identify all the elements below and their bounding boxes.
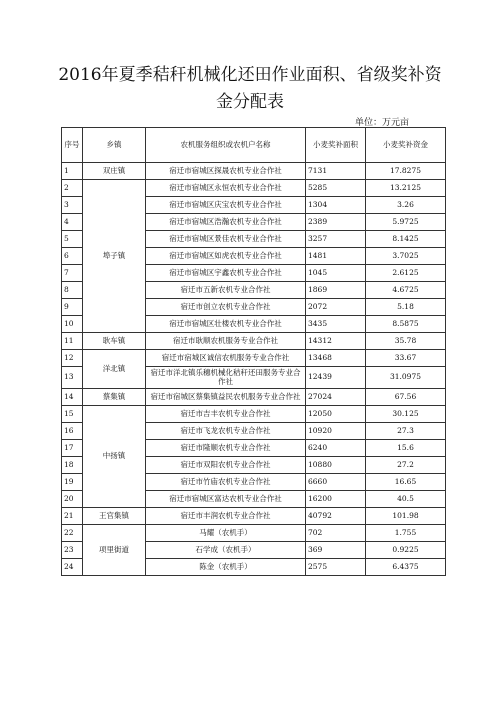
subsidy-area: 10920 bbox=[306, 423, 366, 440]
org-name: 宿迁市宿城区庆宝农机专业合作社 bbox=[146, 197, 306, 214]
org-name: 宿迁市洋北镇乐穗机械化秸秆还田服务专业合作社 bbox=[146, 367, 306, 389]
subsidy-area: 1869 bbox=[306, 282, 366, 299]
subsidy-area: 702 bbox=[306, 525, 366, 542]
table-row bbox=[62, 350, 446, 367]
subsidy-amount: 5.18 bbox=[366, 299, 446, 316]
subsidy-amount: 101.98 bbox=[366, 508, 446, 525]
row-number: 13 bbox=[62, 367, 83, 389]
subsidy-amount: 0.9225 bbox=[366, 542, 446, 559]
org-name: 石学成（农机手） bbox=[146, 542, 306, 559]
row-number: 20 bbox=[62, 491, 83, 508]
title-line-1: 2016年夏季秸秆机械化还田作业面积、省级奖补资 bbox=[58, 65, 442, 85]
subsidy-amount: 2.6125 bbox=[366, 265, 446, 282]
subsidy-amount: 3.7025 bbox=[366, 248, 446, 265]
org-name: 宿迁市宿城区富达农机专业合作社 bbox=[146, 491, 306, 508]
row-number: 12 bbox=[62, 350, 83, 367]
org-name: 宿迁市耿顺农机服务专业合作社 bbox=[146, 333, 306, 350]
subsidy-area: 2575 bbox=[306, 559, 366, 576]
subsidy-area: 369 bbox=[306, 542, 366, 559]
town-cell: 埠子镇 bbox=[83, 180, 146, 333]
subsidy-area: 5285 bbox=[306, 180, 366, 197]
subsidy-amount: 27.2 bbox=[366, 457, 446, 474]
row-number: 7 bbox=[62, 265, 83, 282]
subsidy-area: 27024 bbox=[306, 389, 366, 406]
org-name: 宿迁市吉丰农机专业合作社 bbox=[146, 406, 306, 423]
subsidy-amount: 35.78 bbox=[366, 333, 446, 350]
unit-label: 单位：万元亩 bbox=[355, 118, 410, 128]
subsidy-area: 6240 bbox=[306, 440, 366, 457]
town-cell: 洋北镇 bbox=[83, 350, 146, 389]
subsidy-amount: 4.6725 bbox=[366, 282, 446, 299]
row-number: 5 bbox=[62, 231, 83, 248]
org-name: 宿迁市丰润农机专业合作社 bbox=[146, 508, 306, 525]
header-area: 小麦奖补面积 bbox=[306, 128, 366, 163]
table-row bbox=[62, 389, 446, 406]
row-number: 16 bbox=[62, 423, 83, 440]
org-name: 宿迁市宿城区宇鑫农机专业合作社 bbox=[146, 265, 306, 282]
subsidy-amount: 1.755 bbox=[366, 525, 446, 542]
town-cell: 蔡集镇 bbox=[83, 389, 146, 406]
org-name: 宿迁市宿城区诚信农机服务专业合作社 bbox=[146, 350, 306, 367]
row-number: 1 bbox=[62, 163, 83, 180]
table-row bbox=[62, 525, 446, 542]
table-row bbox=[62, 508, 446, 525]
org-name: 宿迁市双阳农机专业合作社 bbox=[146, 457, 306, 474]
org-name: 宿迁市宿城区蔡集镇益民农机服务专业合作社 bbox=[146, 389, 306, 406]
org-name: 陈金（农机手） bbox=[146, 559, 306, 576]
table-row bbox=[62, 163, 446, 180]
subsidy-amount: 27.3 bbox=[366, 423, 446, 440]
subsidy-area: 2072 bbox=[306, 299, 366, 316]
subsidy-amount: 31.0975 bbox=[366, 367, 446, 389]
table-row bbox=[62, 180, 446, 197]
row-number: 21 bbox=[62, 508, 83, 525]
subsidy-area: 10880 bbox=[306, 457, 366, 474]
subsidy-amount: 8.1425 bbox=[366, 231, 446, 248]
table-body bbox=[62, 163, 446, 576]
document-title bbox=[0, 62, 500, 116]
header-amount: 小麦奖补资金 bbox=[366, 128, 446, 163]
subsidy-area: 3435 bbox=[306, 316, 366, 333]
org-name: 宿迁市隆顺农机专业合作社 bbox=[146, 440, 306, 457]
subsidy-amount: 6.4375 bbox=[366, 559, 446, 576]
subsidy-area: 1045 bbox=[306, 265, 366, 282]
org-name: 宿迁市宿城区壮楼农机专业合作社 bbox=[146, 316, 306, 333]
town-cell: 王官集镇 bbox=[83, 508, 146, 525]
subsidy-amount: 5.9725 bbox=[366, 214, 446, 231]
allocation-table bbox=[61, 127, 446, 576]
subsidy-amount: 17.8275 bbox=[366, 163, 446, 180]
subsidy-area: 16200 bbox=[306, 491, 366, 508]
subsidy-area: 7131 bbox=[306, 163, 366, 180]
subsidy-area: 14312 bbox=[306, 333, 366, 350]
row-number: 22 bbox=[62, 525, 83, 542]
town-cell: 项里街道 bbox=[83, 525, 146, 576]
subsidy-amount: 8.5875 bbox=[366, 316, 446, 333]
row-number: 19 bbox=[62, 474, 83, 491]
row-number: 14 bbox=[62, 389, 83, 406]
subsidy-amount: 15.6 bbox=[366, 440, 446, 457]
subsidy-amount: 33.67 bbox=[366, 350, 446, 367]
subsidy-amount: 40.5 bbox=[366, 491, 446, 508]
header-town: 乡镇 bbox=[83, 128, 146, 163]
subsidy-amount: 13.2125 bbox=[366, 180, 446, 197]
row-number: 24 bbox=[62, 559, 83, 576]
subsidy-area: 1481 bbox=[306, 248, 366, 265]
row-number: 9 bbox=[62, 299, 83, 316]
subsidy-amount: 3.26 bbox=[366, 197, 446, 214]
title-line-2: 金分配表 bbox=[216, 92, 284, 112]
subsidy-area: 2389 bbox=[306, 214, 366, 231]
row-number: 17 bbox=[62, 440, 83, 457]
subsidy-area: 12050 bbox=[306, 406, 366, 423]
org-name: 马耀（农机手） bbox=[146, 525, 306, 542]
subsidy-area: 13468 bbox=[306, 350, 366, 367]
org-name: 宿迁市创立农机专业合作社 bbox=[146, 299, 306, 316]
subsidy-area: 3257 bbox=[306, 231, 366, 248]
table-row bbox=[62, 406, 446, 423]
org-name: 宿迁市竹庙农机专业合作社 bbox=[146, 474, 306, 491]
org-name: 宿迁市五新农机专业合作社 bbox=[146, 282, 306, 299]
subsidy-area: 12439 bbox=[306, 367, 366, 389]
org-name: 宿迁市宿城区如虎农机专业合作社 bbox=[146, 248, 306, 265]
org-name: 宿迁市飞龙农机专业合作社 bbox=[146, 423, 306, 440]
row-number: 23 bbox=[62, 542, 83, 559]
row-number: 18 bbox=[62, 457, 83, 474]
org-name: 宿迁市宿城区景佳农机专业合作社 bbox=[146, 231, 306, 248]
org-name: 宿迁市宿城区永恒农机专业合作社 bbox=[146, 180, 306, 197]
row-number: 4 bbox=[62, 214, 83, 231]
header-no: 序号 bbox=[62, 128, 83, 163]
subsidy-area: 1304 bbox=[306, 197, 366, 214]
table-row bbox=[62, 333, 446, 350]
row-number: 15 bbox=[62, 406, 83, 423]
header-row bbox=[62, 128, 446, 163]
town-cell: 双庄镇 bbox=[83, 163, 146, 180]
subsidy-amount: 30.125 bbox=[366, 406, 446, 423]
row-number: 6 bbox=[62, 248, 83, 265]
org-name: 宿迁市宿城区探晟农机专业合作社 bbox=[146, 163, 306, 180]
row-number: 2 bbox=[62, 180, 83, 197]
town-cell: 中扬镇 bbox=[83, 406, 146, 508]
subsidy-amount: 16.65 bbox=[366, 474, 446, 491]
town-cell: 耿车镇 bbox=[83, 333, 146, 350]
row-number: 11 bbox=[62, 333, 83, 350]
header-org-name: 农机服务组织或农机户名称 bbox=[146, 128, 306, 163]
row-number: 8 bbox=[62, 282, 83, 299]
subsidy-area: 40792 bbox=[306, 508, 366, 525]
subsidy-area: 6660 bbox=[306, 474, 366, 491]
org-name: 宿迁市宿城区浩瀚农机专业合作社 bbox=[146, 214, 306, 231]
subsidy-amount: 67.56 bbox=[366, 389, 446, 406]
row-number: 10 bbox=[62, 316, 83, 333]
row-number: 3 bbox=[62, 197, 83, 214]
